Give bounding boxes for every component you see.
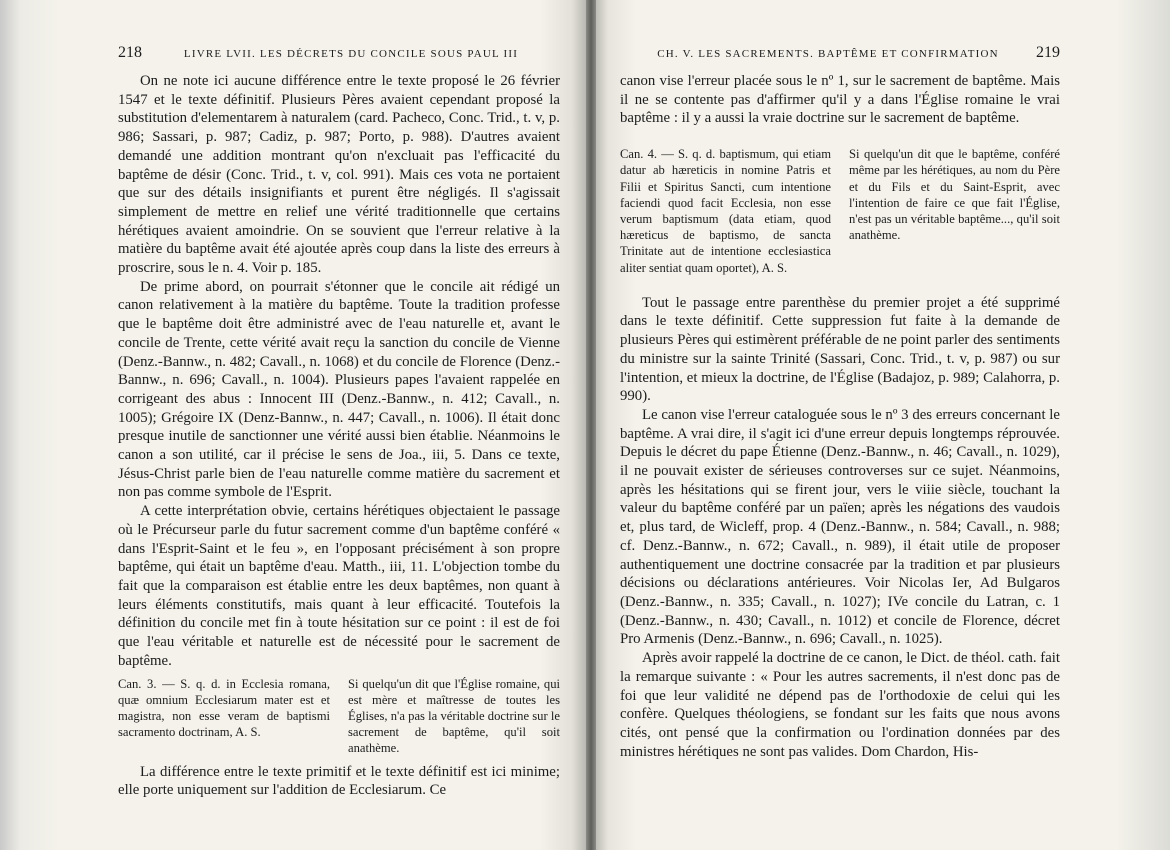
left-page-header — [118, 44, 560, 62]
canon-french: Si quelqu'un dit que l'Église romaine, qui est mère et maîtresse de toutes les Églises, n'a pas la véritable doctrine sur le sacrement de baptême, qu'il soit anathème. — [348, 676, 560, 756]
paragraph: Le canon vise l'erreur cataloguée sous le nº 3 des erreurs concernant le baptême. A vrai dire, il s'agit ici d'une erreur depuis longtemps réprouvée. Depuis le décret du pape Étienne (Denz.-Bannw., n. 46; Cavall., n. 1029), il ne pouvait exister de sérieuses controverses sur ce sujet. Néanmoins, après les hésitations qui se firent jour, vers le viiie siècle, touchant la valeur du baptême conféré par un païen; après les négations des vaudois et, plus tard, de Wicleff, prop. 4 (Denz.-Bannw., n. 584; Cavall., n. 988; cf. Denz.-Bannw., n. 672; Cavall., n. 989), il était utile de proposer authentiquement une doctrine consacrée par la tradition et par plusieurs décisions ou déclarations antérieures. Voir Nicolas Ier, Ad Bulgaros (Denz.-Bannw., n. 335; Cavall., n. 1027); IVe concile du Latran, c. 1 (Denz.-Bannw., n. 430; Cavall., n. 1012) et concile de Florence, décret Pro Armenis (Denz.-Bannw., n. 696; Cavall., n. 1025). — [620, 406, 1060, 648]
page-number: 219 — [1035, 44, 1060, 61]
paragraph: A cette interprétation obvie, certains hérétiques objectaient le passage où le Précurseur parle du futur sacrement comme d'un baptême conféré « dans l'Esprit-Saint et le feu », en l'opposant précisément à son propre baptême, qui était un baptême d'eau. Matth., iii, 11. L'objection tombe du fait que la comparaison est établie entre les deux baptêmes, non quant à leurs éléments constitutifs, mais quant à leur efficacité. Toutefois la définition du concile met fin à toute hésitation sur ce point : il est de foi que l'eau véritable et naturelle est de nécessité pour le sacrement de baptême. — [118, 503, 560, 669]
paragraph: Après avoir rappelé la doctrine de ce canon, le Dict. de théol. cath. fait la remarque suivante : « Pour les autres sacrements, il n'est donc pas de foi que leur validité ne dépend pas de l'orthodoxie de celui qui les confère. Quelques théologiens, se fondant sur les faits que nous avons cités, ont pensé que la confirmation ou l'ordination données par des ministres hérétiques ne sont pas valides. Dom Chardon, His- — [620, 650, 1060, 760]
running-head: CH. V. LES SACREMENTS. BAPTÊME ET CONFIRMATION — [657, 48, 999, 60]
paragraph: La différence entre le texte primitif et le texte définitif est ici minime; elle porte uniquement sur l'addition de Ecclesiarum. Ce — [118, 763, 560, 799]
paragraph: Tout le passage entre parenthèse du premier projet a été supprimé dans le texte définitif. Cette suppression fut faite à la demande de plusieurs Pères qui estimèrent préférable de ne point parler des sentiments du ministre sur la sainte Trinité (Sassari, Conc. Trid., t. v, p. 987) ou sur l'intention, et mieux la doctrine, de l'Église (Badajoz, p. 989; Calahorra, p. 990). — [620, 294, 1060, 405]
right-page-header — [620, 44, 1060, 62]
paragraph: canon vise l'erreur placée sous le nº 1, sur le sacrement de baptême. Mais il ne se contente pas d'affirmer qu'il y a dans l'Église romaine le vrai baptême : il y a aussi la vraie doctrine sur le sacrement de baptême. — [620, 73, 1060, 127]
canon-french: Si quelqu'un dit que le baptême, conféré même par les hérétiques, au nom du Père et du Fils et du Saint-Esprit, avec l'intention de faire ce que fait l'Église, n'est pas un véritable baptême..., qu'il soit anathème. — [849, 147, 1060, 243]
page-number: 218 — [118, 44, 142, 61]
canon-latin: Can. 4. — S. q. d. baptismum, qui etiam datur ab hæreticis in nomine Patris et Filii et Spiritus Sancti, cum intentione faciendi quod facit Ecclesia, non esse verum baptismum (data etiam, quod hæreticus de baptismo, de sancta Trinitate aut de intentione ecclesiastica aliter sentiat quam oportet), A. S. — [620, 147, 831, 275]
canon-block — [118, 676, 560, 757]
paragraph: De prime abord, on pourrait s'étonner que le concile ait rédigé un canon relativement à la matière du baptême. Toute la tradition professe que le baptême doit être administré avec de l'eau naturelle et, avant le concile de Trente, cette vérité avait reçu la sanction du concile de Vienne (Denz.-Bannw., n. 482; Cavall., n. 1068) et du concile de Florence (Denz.-Bannw., n. 696; Cavall., n. 1004). Plusieurs papes l'avaient rappelée en corrigeant des abus : Innocent III (Denz.-Bannw., n. 412; Cavall., n. 1005); Grégoire IX (Denz-Bannw., n. 447; Cavall., n. 1006). Il était donc presque inutile de sanctionner une vérité aussi bien établie. Néanmoins le canon a son utilité, car il précise le sens de Joa., iii, 5. Dans ce texte, Jésus-Christ parle bien de l'eau naturelle comme matière du sacrement et non pas comme symbole de l'Esprit. — [118, 278, 560, 501]
canon-latin: Can. 3. — S. q. d. in Ecclesia romana, quæ omnium Ecclesiarum mater est et magistra, non esse veram de baptismi sacramento doctrinam, A. S. — [118, 676, 330, 740]
running-head: LIVRE LVII. LES DÉCRETS DU CONCILE SOUS PAUL III — [183, 48, 519, 60]
paragraph: On ne note ici aucune différence entre le texte proposé le 26 février 1547 et le texte définitif. Plusieurs Pères avaient cependant proposé la substitution d'elementarem à naturalem (card. Pacheco, Conc. Trid., t. v, p. 986; Sassari, p. 987; Cadiz, p. 987; Porto, p. 988). D'autres avaient demandé une addition montrant qu'on n'excluait pas l'efficacité du baptême de désir (Conc. Trid., t. v, col. 991). Mais ces vota ne portaient que sur des détails insignifiants et purent être négligés. Il s'agissait simplement de mettre en relief une vérité traditionnelle que certains hérétiques avaient amoindrie. On se souvient que l'erreur relative à la matière du baptême avait été ajoutée après coup dans la liste des erreurs à proscrire, sous le n. 4. Voir p. 185. — [118, 73, 560, 277]
canon-block — [620, 146, 1060, 276]
right-page — [596, 0, 1170, 850]
book-gutter — [586, 0, 596, 850]
